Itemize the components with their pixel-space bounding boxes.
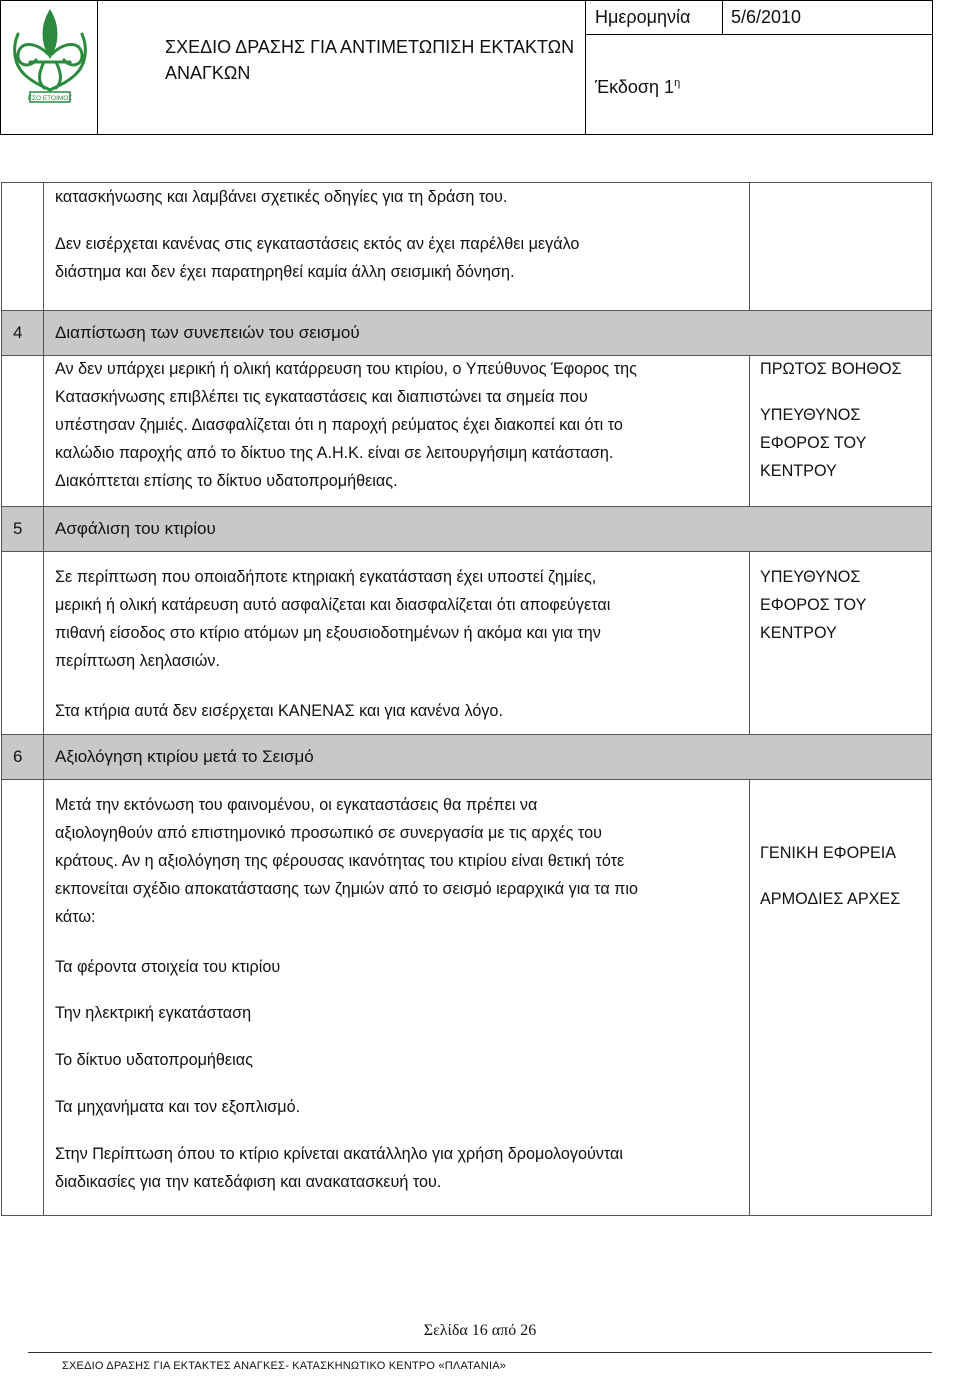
footer-divider [28, 1352, 932, 1353]
list-item: Την ηλεκτρική εγκατάσταση [55, 1004, 252, 1022]
section-text-line: κάτω: [55, 908, 96, 926]
rule [2, 779, 931, 780]
section-note: Στα κτήρια αυτά δεν εισέρχεται ΚΑΝΕΝΑΣ και για κανένα λόγο. [55, 702, 503, 720]
section-text-line: καλώδιο παροχής από το δίκτυο της Α.Η.Κ. είναι σε λειτουργήσιμη κατάσταση. [55, 444, 614, 462]
scout-emblem-icon [8, 4, 92, 110]
column-divider-number [43, 183, 44, 1215]
continuation-line: κατασκήνωσης και λαμβάνει σχετικές οδηγίες για τη δράση του. [55, 188, 508, 206]
continuation-line: διάστημα και δεν έχει παρατηρηθεί καμία άλλη σεισμική δόνηση. [55, 263, 515, 281]
column-divider-responsible [749, 779, 750, 1215]
section-text-line: πιθανή είσοδος στο κτίριο ατόμων μη εξουσιοδοτημένων ή ακόμα και για την [55, 624, 601, 642]
header-divider-logo [97, 0, 98, 135]
section-number: 6 [13, 747, 23, 766]
list-item: Τα φέροντα στοιχεία του κτιρίου [55, 958, 281, 976]
rule [2, 551, 931, 552]
responsible-role: ΚΕΝΤΡΟΥ [760, 462, 837, 480]
section-number: 4 [13, 323, 23, 342]
footer-document-title: ΣΧΕΔΙΟ ΔΡΑΣΗΣ ΓΙΑ ΕΚΤΑΚΤΕΣ ΑΝΑΓΚΕΣ- ΚΑΤΑΣΚΗΝΩΤΙΚΟ ΚΕΝΤΡΟ «ΠΛΑΤΑΝΙΑ» [62, 1360, 507, 1372]
list-item: Τα μηχανήματα και τον εξοπλισμό. [55, 1098, 301, 1116]
section-text-line: Σε περίπτωση που οποιαδήποτε κτηριακή εγκατάσταση έχει υποστεί ζημίες, [55, 568, 597, 586]
date-value: 5/6/2010 [731, 7, 802, 27]
responsible-role: ΥΠΕΥΘΥΝΟΣ [760, 406, 861, 424]
header-border-bottom [0, 134, 933, 135]
responsible-role: ΚΕΝΤΡΟΥ [760, 624, 837, 642]
version [595, 72, 680, 98]
logo-text: ΕΣΟ ΕΤΟΙΜΟΣ [27, 95, 73, 102]
column-divider-responsible [749, 355, 750, 506]
section-text-line: εκπονείται σχέδιο αποκατάστασης των ζημιών από το σεισμό ιεραρχικά για τα πιο [55, 880, 638, 898]
section-title: Αξιολόγηση κτιρίου μετά το Σεισμό [55, 747, 314, 766]
header-divider-row [585, 34, 933, 35]
page-header [0, 0, 933, 135]
section-text-line: Αν δεν υπάρχει μερική ή ολική κατάρρευση του κτιρίου, ο Υπεύθυνος Έφορος της [55, 360, 637, 378]
responsible-role: ΠΡΩΤΟΣ ΒΟΗΘΟΣ [760, 360, 902, 378]
responsible-role: ΑΡΜΟΔΙΕΣ ΑΡΧΕΣ [760, 890, 901, 908]
responsible-role: ΕΦΟΡΟΣ ΤΟΥ [760, 596, 867, 614]
version-label: Έκδοση 1 [595, 77, 675, 97]
section-text-line: κράτους. Αν η αξιολόγηση της φέρουσας ικανότητας του κτιρίου είναι θετική τότε [55, 852, 625, 870]
header-border-left [0, 0, 1, 135]
list-item: Το δίκτυο υδατοπρομήθειας [55, 1051, 253, 1069]
section-text-line: Στην Περίπτωση όπου το κτίριο κρίνεται ακατάλληλο για χρήση δρομολογούνται [55, 1145, 624, 1163]
section-number: 5 [13, 519, 23, 538]
section-text-line: μερική ή ολική κατάρευση αυτό ασφαλίζεται και διασφαλίζεται ότι αποφεύγεται [55, 596, 611, 614]
header-border-right [932, 0, 933, 135]
header-border-top [0, 0, 933, 1]
version-sup: η [674, 77, 681, 89]
action-table [1, 182, 932, 1216]
section-text-line: διαδικασίες για την κατεδάφιση και ανακατασκευή του. [55, 1173, 442, 1191]
document-title-line1: ΣΧΕΔΙΟ ΔΡΑΣΗΣ ΓΙΑ ΑΝΤΙΜΕΤΩΠΙΣΗ ΕΚΤΑΚΤΩΝ [165, 37, 575, 57]
responsible-role: ΓΕΝΙΚΗ ΕΦΟΡΕΙΑ [760, 844, 897, 862]
header-divider-title [585, 0, 586, 135]
section-title: Διαπίστωση των συνεπειών του σεισμού [55, 323, 360, 342]
column-divider-responsible [749, 183, 750, 310]
section-text-line: Κατασκήνωσης επιβλέπει τις εγκαταστάσεις και διαπιστώνει τα σημεία που [55, 388, 588, 406]
section-text-line: Διακόπτεται επίσης το δίκτυο υδατοπρομήθειας. [55, 472, 398, 490]
section-text-line: υπέστησαν ζημιές. Διασφαλίζεται ότι η παροχή ρεύματος έχει διακοπεί και ότι το [55, 416, 623, 434]
header-divider-date [722, 0, 723, 35]
page-number: Σελίδα 16 από 26 [423, 1322, 537, 1339]
responsible-role: ΥΠΕΥΘΥΝΟΣ [760, 568, 861, 586]
section-title: Ασφάλιση του κτιρίου [55, 519, 216, 538]
column-divider-responsible [749, 551, 750, 734]
responsible-role: ΕΦΟΡΟΣ ΤΟΥ [760, 434, 867, 452]
continuation-line: Δεν εισέρχεται κανένας στις εγκαταστάσεις εκτός αν έχει παρέλθει μεγάλο [55, 235, 580, 253]
date-label: Ημερομηνία [595, 7, 691, 27]
section-text-line: αξιολογηθούν από επιστημονικό προσωπικό σε συνεργασία με τις αρχές του [55, 824, 602, 842]
document-title-line2: ΑΝΑΓΚΩΝ [165, 63, 251, 83]
section-text-line: περίπτωση λεηλασιών. [55, 652, 220, 670]
section-text-line: Μετά την εκτόνωση του φαινομένου, οι εγκαταστάσεις θα πρέπει να [55, 796, 538, 814]
